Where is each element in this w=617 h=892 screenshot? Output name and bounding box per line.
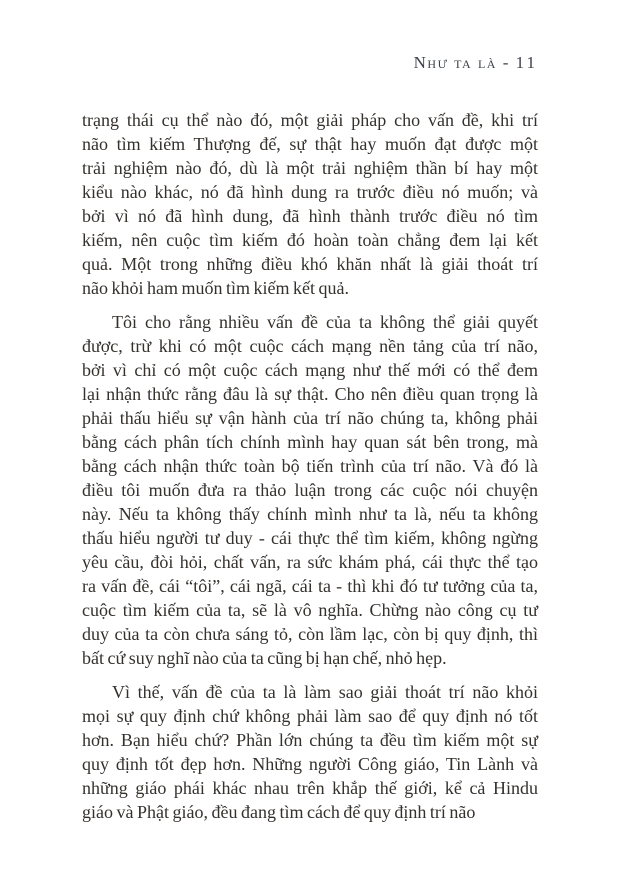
text-line: duy của ta còn chưa sáng tỏ, còn lầm lạc, còn bị quy định, thì bbox=[82, 624, 538, 644]
paragraph bbox=[82, 108, 538, 300]
text-line: cuộc tìm kiếm của ta, sẽ là vô nghĩa. Chừng nào công cụ tư bbox=[82, 600, 538, 620]
text-line: quy định tốt đẹp hơn. Những người Công giáo, Tin Lành và bbox=[82, 754, 538, 774]
text-line: được, trừ khi có một cuộc cách mạng nền tảng của trí não, bbox=[82, 336, 538, 356]
text-line: não khỏi ham muốn tìm kiếm kết quả. bbox=[82, 278, 349, 298]
text-line: trạng thái cụ thể nào đó, một giải pháp cho vấn đề, khi trí bbox=[82, 110, 538, 130]
text-line: kiếm, nên cuộc tìm kiếm đó hoàn toàn chẳng đem lại kết bbox=[82, 230, 538, 250]
page-body bbox=[82, 108, 538, 834]
text-line: kiểu nào khác, nó đã hình dung ra trước điều nó muốn; và bbox=[82, 182, 538, 202]
running-header bbox=[82, 53, 538, 73]
text-line: lại nhận thức rằng đâu là sự thật. Cho nên điều quan trọng là bbox=[82, 384, 538, 404]
text-line: phải thấu hiểu sự vận hành của trí não chúng ta, không phải bbox=[82, 408, 538, 428]
text-line: bằng cách nhận thức toàn bộ tiến trình của trí não. Và đó là bbox=[82, 456, 538, 476]
text-line: thấu hiểu người tư duy - cái thực thể tìm kiếm, không ngừng bbox=[82, 528, 538, 548]
paragraph bbox=[82, 680, 538, 824]
text-line: bởi vì nó đã hình dung, đã hình thành trước điều nó tìm bbox=[82, 206, 538, 226]
text-line: bất cứ suy nghĩ nào của ta cũng bị hạn chế, nhỏ hẹp. bbox=[82, 648, 447, 668]
text-line: này. Nếu ta không thấy chính mình như ta là, nếu ta không bbox=[82, 504, 538, 524]
text-line: mọi sự quy định chứ không phải làm sao để quy định nó tốt bbox=[82, 706, 538, 726]
text-line: Vì thế, vấn đề của ta là làm sao giải thoát trí não khỏi bbox=[112, 682, 538, 702]
text-line: giáo và Phật giáo, đều đang tìm cách để quy định trí não bbox=[82, 802, 476, 822]
text-line: yêu cầu, đòi hỏi, chất vấn, ra sức khám phá, cái thực thể tạo bbox=[82, 552, 538, 572]
text-line: quả. Một trong những điều khó khăn nhất là giải thoát trí bbox=[82, 254, 538, 274]
text-line: trải nghiệm nào đó, dù là một trải nghiệm thần bí hay một bbox=[82, 158, 538, 178]
text-line: bởi vì chỉ có một cuộc cách mạng như thế mới có thể đem bbox=[82, 360, 538, 380]
page-number: 11 bbox=[515, 53, 538, 72]
text-line: những giáo phái khác nhau trên khắp thế giới, kể cả Hindu bbox=[82, 778, 538, 798]
text-line: ra vấn đề, cái “tôi”, cái ngã, cái ta - thì khi đó tư tưởng của ta, bbox=[82, 576, 538, 596]
text-line: điều tôi muốn đưa ra thảo luận trong các cuộc nói chuyện bbox=[82, 480, 538, 500]
running-header-title: Như ta là bbox=[413, 53, 497, 72]
text-line: hơn. Bạn hiểu chứ? Phần lớn chúng ta đều tìm kiếm một sự bbox=[82, 730, 538, 750]
text-line: Tôi cho rằng nhiều vấn đề của ta không thể giải quyết bbox=[112, 312, 538, 332]
text-line: bằng cách phân tích chính mình hay quan sát bên trong, mà bbox=[82, 432, 538, 452]
running-header-separator: - bbox=[496, 53, 516, 72]
paragraph bbox=[82, 310, 538, 670]
text-line: não tìm kiếm Thượng đế, sự thật hay muốn đạt được một bbox=[82, 134, 538, 154]
